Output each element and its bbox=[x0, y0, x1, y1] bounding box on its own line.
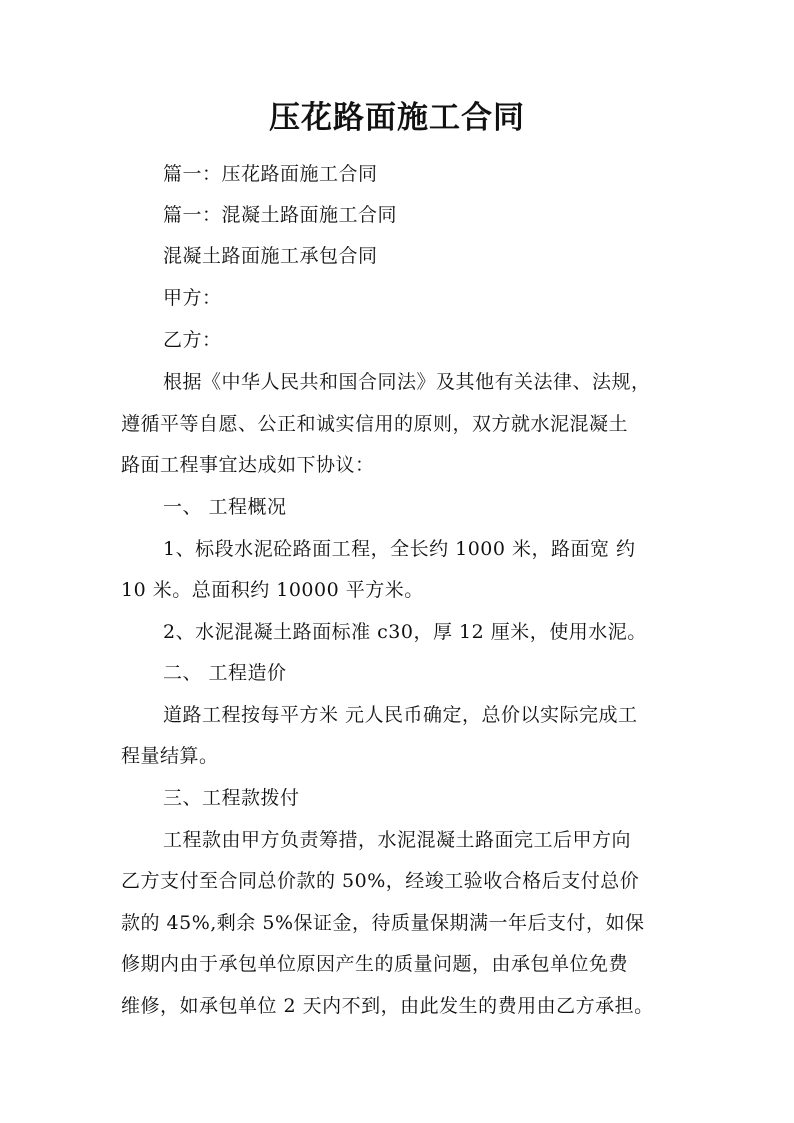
document-title: 压花路面施工合同 bbox=[269, 100, 525, 136]
text-line: 维修，如承包单位 2 天内不到，由此发生的费用由乙方承担。 bbox=[121, 995, 654, 1017]
text-line: 程量结算。 bbox=[121, 745, 219, 767]
text-line: 三、工程款拨付 bbox=[163, 787, 300, 809]
text-line: 乙方： bbox=[163, 329, 222, 351]
text-line: 2、水泥混凝土路面标准 c30，厚 12 厘米，使用水泥。 bbox=[163, 621, 647, 643]
text-line: 篇一：混凝土路面施工合同 bbox=[163, 204, 398, 226]
text-line: 修期内由于承包单位原因产生的质量问题，由承包单位免费 bbox=[121, 953, 629, 975]
text-line: 篇一：压花路面施工合同 bbox=[163, 163, 378, 185]
text-line: 路面工程事宜达成如下协议： bbox=[121, 454, 375, 476]
text-line: 一、 工程概况 bbox=[163, 496, 287, 518]
text-line: 1、标段水泥砼路面工程，全长约 1000 米，路面宽 约 bbox=[163, 538, 636, 560]
text-line: 款的 45%,剩余 5%保证金，待质量保期满一年后支付，如保 bbox=[121, 912, 645, 934]
text-line: 甲方： bbox=[163, 287, 222, 309]
text-line: 遵循平等自愿、公正和诚实信用的原则，双方就水泥混凝土 bbox=[121, 413, 629, 435]
text-line: 工程款由甲方负责筹措，水泥混凝土路面完工后甲方向 bbox=[163, 829, 632, 851]
text-line: 道路工程按每平方米 元人民币确定，总价以实际完成工 bbox=[163, 704, 638, 726]
text-line: 乙方支付至合同总价款的 50%，经竣工验收合格后支付总价 bbox=[121, 870, 640, 892]
text-line: 10 米。总面积约 10000 平方米。 bbox=[121, 579, 424, 601]
text-line: 二、 工程造价 bbox=[163, 662, 287, 684]
text-line: 根据《中华人民共和国合同法》及其他有关法律、法规， bbox=[163, 371, 651, 393]
text-line: 混凝土路面施工承包合同 bbox=[163, 245, 378, 267]
